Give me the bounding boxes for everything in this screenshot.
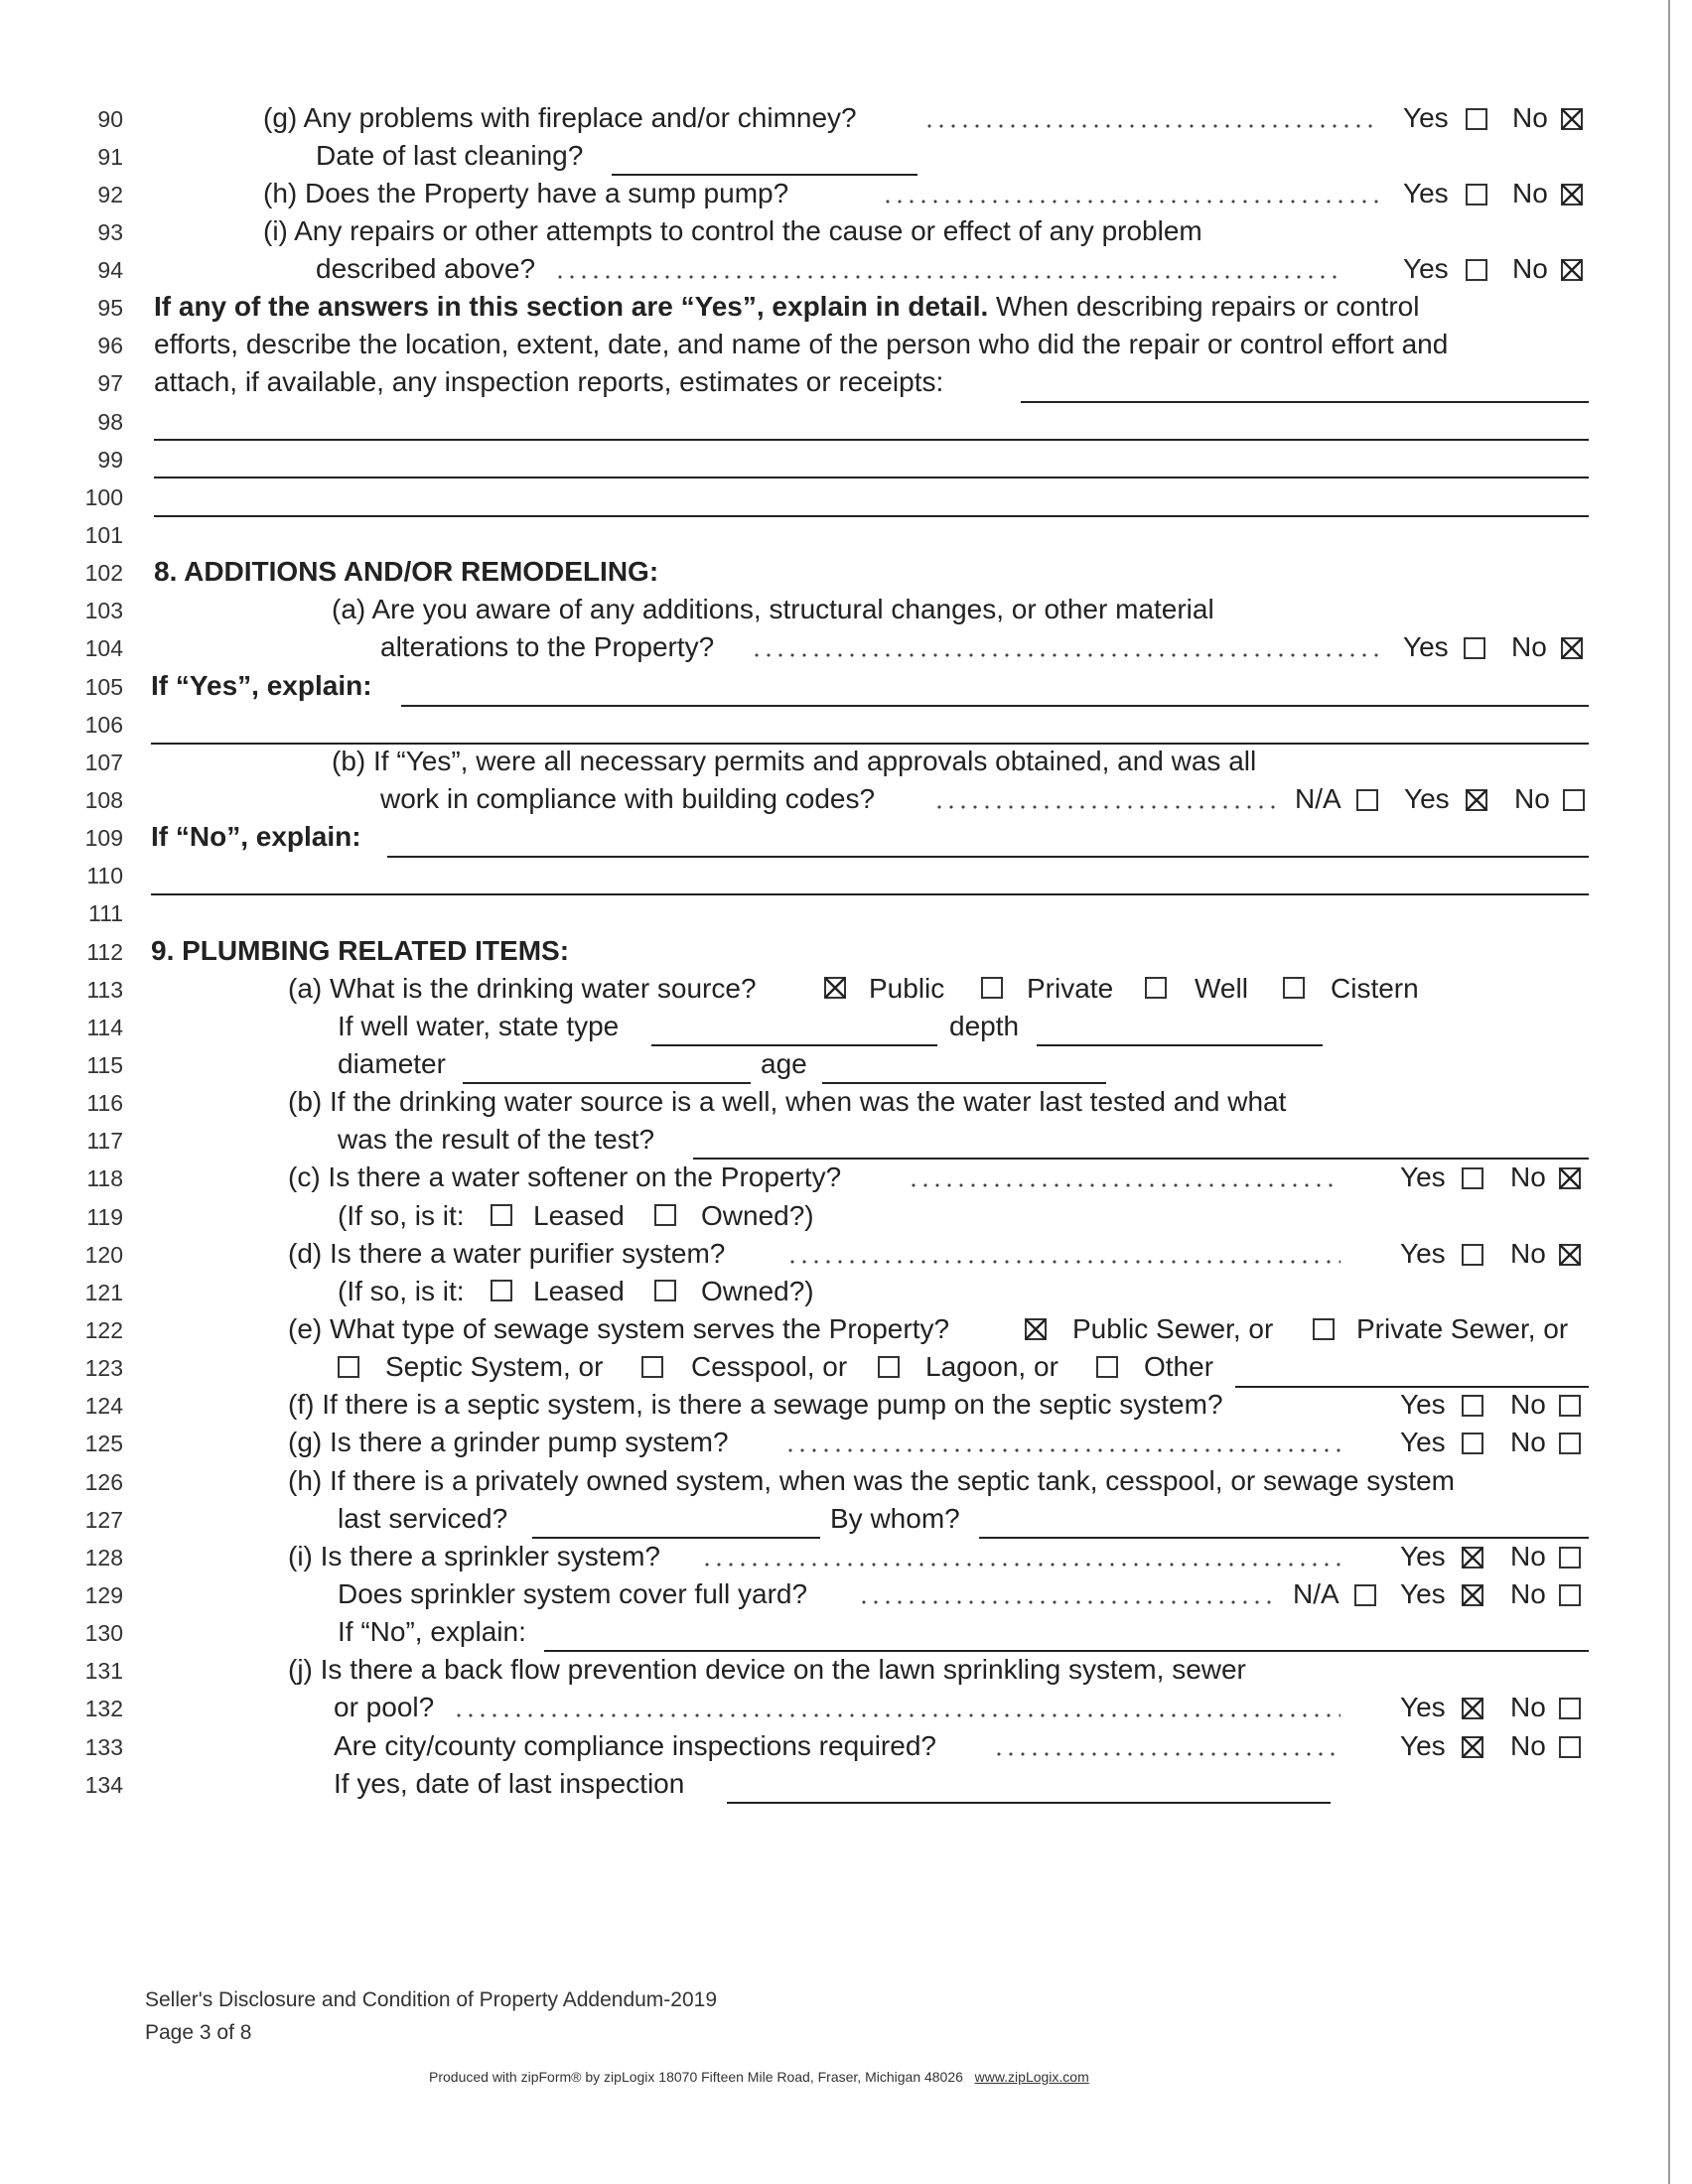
line-number: 96 [97,333,123,358]
line-number: 120 [84,1242,123,1268]
label-private-sewer: Private Sewer, or [1356,1313,1569,1344]
x-mark-icon [1023,1316,1049,1342]
question-back-flow-line2: or pool? [334,1692,435,1722]
footer-url-link[interactable]: www.zipLogix.com [974,2069,1089,2085]
fireplace-yes-checkbox[interactable] [1466,108,1487,130]
line-number: 101 [84,522,123,548]
footer-produced-by [429,2069,1089,2085]
leader-dots [786,1259,1340,1265]
softener-owned-checkbox[interactable] [654,1204,676,1226]
line-number: 122 [84,1317,123,1343]
permits-no-checkbox[interactable] [1563,789,1585,811]
label-depth: depth [949,1011,1020,1041]
leader-dots [554,274,1344,280]
grinder-yes-checkbox[interactable] [1462,1433,1483,1454]
last-serviced-field[interactable] [532,1537,820,1539]
sewage-pump-no-checkbox[interactable] [1559,1395,1581,1417]
last-inspection-field[interactable] [727,1802,1331,1804]
label-leased: Leased [533,1276,625,1306]
full-yard-na-checkbox[interactable] [1354,1584,1376,1606]
label-yes: Yes [1400,1692,1446,1722]
permits-na-checkbox[interactable] [1356,789,1378,811]
serviced-by-field[interactable] [979,1537,1589,1539]
label-yes: Yes [1403,253,1449,284]
line-number: 106 [84,712,123,738]
water-public-checkbox[interactable] [824,977,846,999]
line-number: 97 [97,370,123,396]
line-number: 103 [84,598,123,623]
x-mark-icon [1557,1165,1583,1191]
line-number: 90 [97,106,123,132]
additions-yes-checkbox[interactable] [1464,637,1485,659]
purifier-owned-checkbox[interactable] [654,1280,676,1301]
explain-field[interactable] [154,439,1589,441]
question-city-compliance: Are city/county compliance inspections required? [334,1730,936,1761]
line-number: 134 [84,1772,123,1798]
permits-explain-field[interactable] [387,856,1589,858]
question-fireplace: (g) Any problems with fireplace and/or chimney? [263,102,857,133]
line-number: 117 [86,1128,123,1154]
compliance-yes-checkbox[interactable] [1462,1736,1483,1758]
purifier-leased-checkbox[interactable] [491,1280,512,1301]
line-number: 115 [86,1052,123,1078]
label-no: No [1510,1541,1546,1571]
line-number: 102 [84,560,123,586]
question-sump-pump: (h) Does the Property have a sump pump? [263,178,789,208]
water-test-result-field[interactable] [693,1158,1589,1160]
label-cistern: Cistern [1331,973,1419,1004]
explain-bold: If any of the answers in this section are “Yes”, explain in detail. [154,291,989,322]
leader-dots [751,652,1380,658]
back-flow-yes-checkbox[interactable] [1462,1698,1483,1719]
question-additions-line2: alterations to the Property? [380,631,715,662]
line-number: 125 [84,1431,123,1456]
footer-page-number: Page 3 of 8 [145,2021,252,2044]
question-water-softener: (c) Is there a water softener on the Property? [288,1161,842,1192]
explain-instructions [154,291,1419,323]
line-number: 118 [86,1165,123,1191]
label-no: No [1512,178,1548,208]
label-if-so: (If so, is it: [338,1200,465,1231]
label-last-inspection: If yes, date of last inspection [334,1768,685,1799]
softener-no-checkbox[interactable] [1559,1167,1581,1189]
line-number: 108 [84,787,123,813]
line-number: 112 [86,939,123,965]
leader-dots [453,1712,1340,1718]
additions-explain-field[interactable] [151,743,1589,745]
label-owned: Owned?) [701,1276,814,1306]
x-mark-icon [1460,1545,1485,1570]
line-number: 113 [86,977,123,1003]
label-public: Public [869,973,945,1004]
label-if-no-explain: If “No”, explain: [338,1616,526,1647]
line-number: 123 [84,1355,123,1381]
line-number: 109 [84,825,123,851]
purifier-no-checkbox[interactable] [1559,1244,1581,1266]
label-leased: Leased [533,1200,625,1231]
x-mark-icon [1559,635,1585,661]
well-age-field[interactable] [822,1082,1106,1084]
leader-dots [882,199,1380,205]
back-flow-no-checkbox[interactable] [1559,1698,1581,1719]
sewage-cesspool-checkbox[interactable] [641,1356,663,1378]
grinder-no-checkbox[interactable] [1559,1433,1581,1454]
line-number: 105 [84,674,123,700]
leader-dots [933,804,1279,810]
line-number: 91 [97,144,123,170]
line-number: 131 [84,1658,123,1684]
line-number: 128 [84,1545,123,1570]
question-sprinkler: (i) Is there a sprinkler system? [288,1541,660,1571]
label-no: No [1510,1389,1546,1420]
label-yes: Yes [1403,631,1449,662]
line-number: 132 [84,1696,123,1721]
sprinkler-yes-checkbox[interactable] [1462,1547,1483,1569]
softener-yes-checkbox[interactable] [1462,1167,1483,1189]
line-number: 111 [88,900,123,926]
water-well-checkbox[interactable] [1145,977,1167,999]
sewage-pump-yes-checkbox[interactable] [1462,1395,1483,1417]
line-number: 130 [84,1620,123,1646]
line-number: 107 [84,750,123,775]
leader-dots [784,1447,1340,1453]
footer-form-name: Seller's Disclosure and Condition of Property Addendum-2019 [145,1988,718,2011]
line-number: 110 [86,863,123,888]
x-mark-icon [1559,257,1585,283]
softener-leased-checkbox[interactable] [491,1204,512,1226]
line-number: 92 [97,182,123,207]
label-no: No [1510,1730,1546,1761]
label-no: No [1511,631,1547,662]
line-number: 114 [86,1015,123,1040]
label-yes: Yes [1403,178,1449,208]
x-mark-icon [1464,787,1489,813]
label-by-whom: By whom? [830,1503,960,1534]
question-water-tested-line2: was the result of the test? [338,1124,655,1155]
label-no: No [1510,1427,1546,1457]
question-sewage-type: (e) What type of sewage system serves the Property? [288,1313,950,1344]
label-public-sewer: Public Sewer, or [1072,1313,1274,1344]
line-number: 126 [84,1469,123,1495]
label-age: age [761,1048,807,1079]
line-number: 133 [84,1734,123,1760]
question-system-serviced: (h) If there is a privately owned system, when was the septic tank, cesspool, or sewage system [288,1465,1455,1496]
label-last-serviced: last serviced? [338,1503,508,1534]
footer-produced-text: Produced with zipForm® by zipLogix 18070 Fifteen Mile Road, Fraser, Michigan 48026 [429,2069,963,2085]
additions-no-checkbox[interactable] [1561,637,1583,659]
explain-rest: When describing repairs or control [988,291,1420,322]
label-no: No [1510,1161,1546,1192]
question-additions-line1: (a) Are you aware of any additions, structural changes, or other material [332,594,1214,624]
leader-dots [858,1599,1275,1605]
question-back-flow-line1: (j) Is there a back flow prevention device on the lawn sprinkling system, sewer [288,1654,1246,1685]
fireplace-no-checkbox[interactable] [1561,108,1583,130]
line-number: 121 [84,1280,123,1305]
line-number: 95 [97,295,123,321]
repairs-no-checkbox[interactable] [1561,259,1583,281]
sewage-septic-checkbox[interactable] [338,1356,359,1378]
x-mark-icon [1460,1696,1485,1721]
question-water-tested-line1: (b) If the drinking water source is a well, when was the water last tested and what [288,1086,1287,1117]
full-yard-yes-checkbox[interactable] [1462,1584,1483,1606]
label-private: Private [1027,973,1114,1004]
explain-field[interactable] [154,477,1589,478]
line-number: 99 [97,447,123,473]
label-na: N/A [1293,1578,1340,1609]
sewage-other-checkbox[interactable] [1096,1356,1118,1378]
purifier-yes-checkbox[interactable] [1462,1244,1483,1266]
label-no: No [1512,102,1548,133]
leader-dots [923,123,1380,129]
last-cleaning-field[interactable] [612,174,917,176]
label-if-so: (If so, is it: [338,1276,465,1306]
question-grinder-pump: (g) Is there a grinder pump system? [288,1427,729,1457]
leader-dots [701,1562,1340,1568]
label-no: No [1510,1238,1546,1269]
label-yes: Yes [1400,1238,1446,1269]
water-private-checkbox[interactable] [981,977,1003,999]
well-diameter-field[interactable] [463,1082,751,1084]
label-no: No [1510,1578,1546,1609]
label-yes: Yes [1400,1541,1446,1571]
sewage-other-field[interactable] [1235,1386,1589,1388]
x-mark-icon [822,975,848,1001]
x-mark-icon [1460,1734,1485,1760]
explain-instructions-line2: efforts, describe the location, extent, date, and name of the person who did the repair or control effort and [154,329,1449,359]
label-yes: Yes [1400,1161,1446,1192]
full-yard-no-checkbox[interactable] [1559,1584,1581,1606]
question-last-cleaning: Date of last cleaning? [316,140,584,171]
label-yes: Yes [1403,102,1449,133]
explain-field[interactable] [1021,401,1589,403]
compliance-no-checkbox[interactable] [1559,1736,1581,1758]
line-number: 116 [86,1090,123,1116]
permits-explain-field[interactable] [151,893,1589,895]
label-owned: Owned?) [701,1200,814,1231]
question-repairs-line2: described above? [316,253,536,284]
line-number: 124 [84,1393,123,1419]
label-other: Other [1144,1351,1214,1382]
sewage-public-checkbox[interactable] [1025,1318,1047,1340]
sewage-lagoon-checkbox[interactable] [878,1356,900,1378]
permits-yes-checkbox[interactable] [1466,789,1487,811]
line-number: 127 [84,1507,123,1533]
section-9-title: 9. PLUMBING RELATED ITEMS: [151,935,570,966]
leader-dots [908,1182,1340,1188]
x-mark-icon [1557,1242,1583,1268]
sprinkler-explain-field[interactable] [544,1650,1589,1652]
label-lagoon: Lagoon, or [925,1351,1058,1382]
x-mark-icon [1559,182,1585,207]
label-yes: Yes [1404,783,1450,814]
label-no: No [1512,253,1548,284]
sewage-private-checkbox[interactable] [1313,1318,1335,1340]
x-mark-icon [1460,1582,1485,1608]
label-septic: Septic System, or [385,1351,604,1382]
label-yes: Yes [1400,1427,1446,1457]
label-well-type: If well water, state type [338,1011,620,1041]
x-mark-icon [1559,106,1585,132]
label-no: No [1510,1692,1546,1722]
label-yes: Yes [1400,1389,1446,1420]
question-repairs-line1: (i) Any repairs or other attempts to control the cause or effect of any problem [263,215,1202,246]
question-permits-line1: (b) If “Yes”, were all necessary permits and approvals obtained, and was all [332,746,1257,776]
question-sprinkler-full-yard: Does sprinkler system cover full yard? [338,1578,808,1609]
additions-explain-field[interactable] [401,705,1589,707]
well-depth-field[interactable] [1037,1044,1323,1046]
explain-instructions-line3: attach, if available, any inspection reports, estimates or receipts: [154,366,944,397]
line-number: 104 [84,635,123,661]
if-no-explain: If “No”, explain: [151,821,361,852]
label-yes: Yes [1400,1578,1446,1609]
page-edge-line [1668,0,1670,2184]
water-cistern-checkbox[interactable] [1283,977,1305,999]
label-na: N/A [1295,783,1341,814]
sump-pump-no-checkbox[interactable] [1561,184,1583,205]
line-number: 129 [84,1582,123,1608]
line-number: 119 [86,1204,123,1230]
line-number: 98 [97,409,123,435]
if-yes-explain: If “Yes”, explain: [151,670,372,701]
question-water-source: (a) What is the drinking water source? [288,973,757,1004]
question-permits-line2: work in compliance with building codes? [380,783,876,814]
sprinkler-no-checkbox[interactable] [1559,1547,1581,1569]
question-sewage-pump: (f) If there is a septic system, is there a sewage pump on the septic system? [288,1389,1223,1420]
section-8-title: 8. ADDITIONS AND/OR REMODELING: [154,556,659,587]
label-cesspool: Cesspool, or [691,1351,848,1382]
explain-field[interactable] [154,515,1589,517]
repairs-yes-checkbox[interactable] [1466,259,1487,281]
line-number: 93 [97,219,123,245]
line-number: 100 [84,484,123,510]
well-type-field[interactable] [651,1044,937,1046]
label-yes: Yes [1400,1730,1446,1761]
leader-dots [993,1751,1340,1757]
label-no: No [1514,783,1550,814]
line-number: 94 [97,257,123,283]
label-well: Well [1195,973,1248,1004]
sump-pump-yes-checkbox[interactable] [1466,184,1487,205]
question-water-purifier: (d) Is there a water purifier system? [288,1238,726,1269]
label-diameter: diameter [338,1048,446,1079]
